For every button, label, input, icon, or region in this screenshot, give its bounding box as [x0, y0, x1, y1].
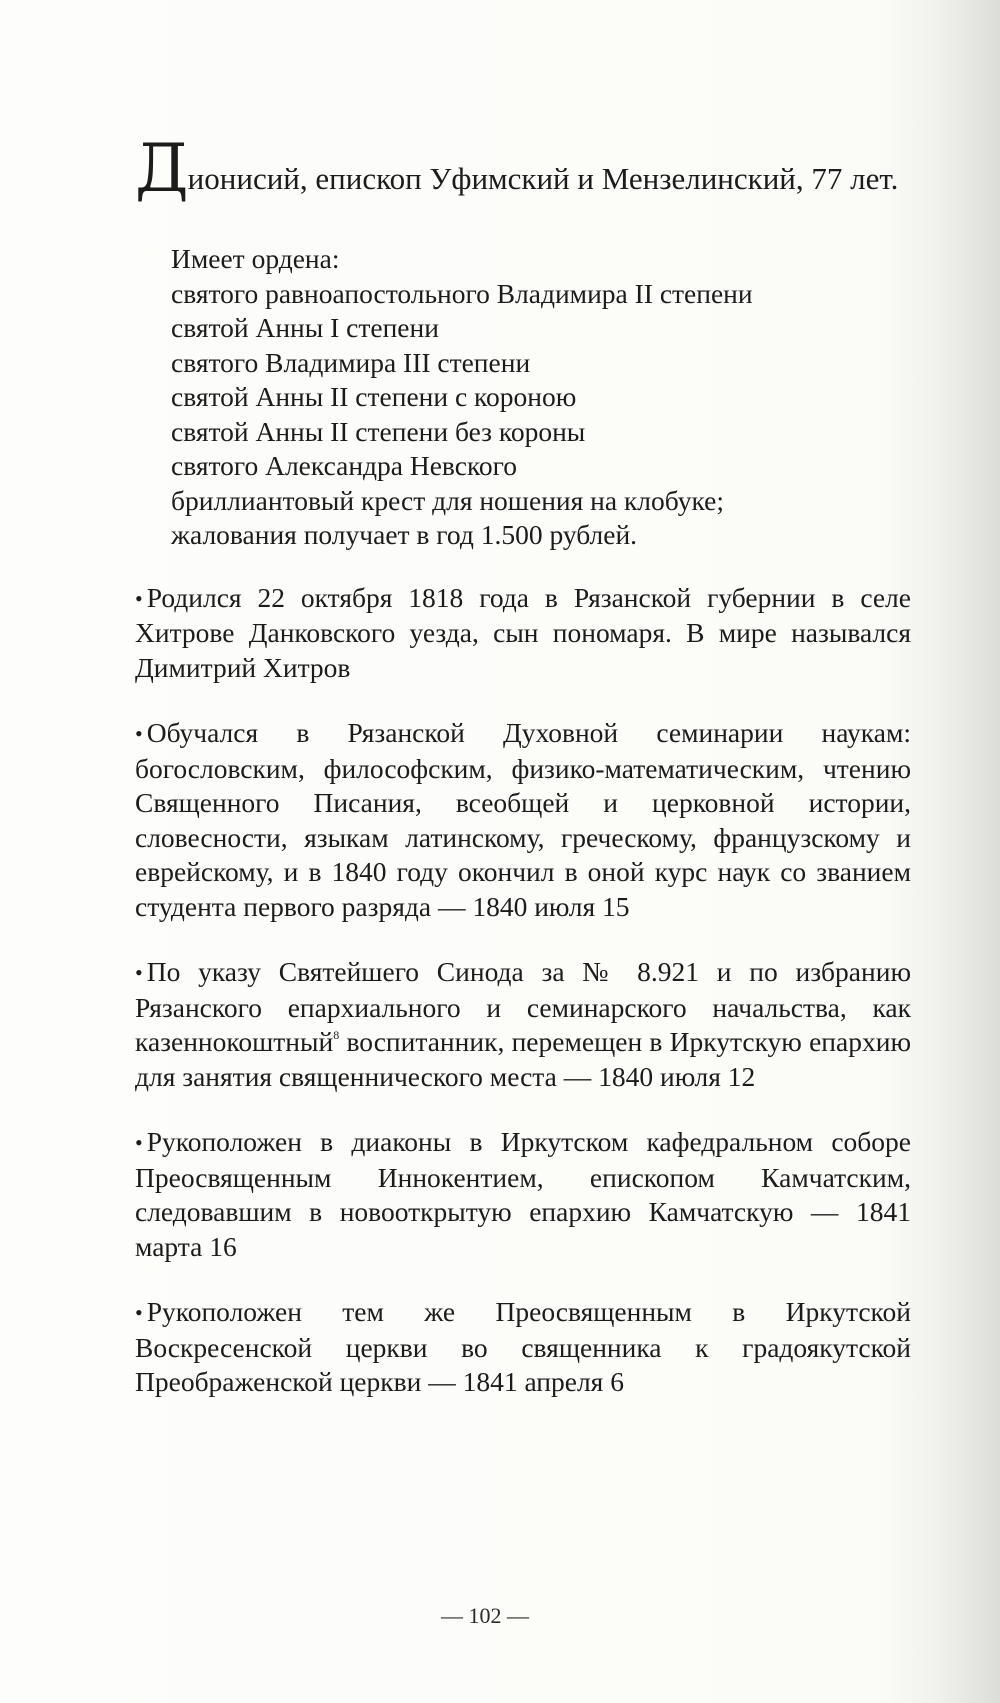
bullet-icon: • — [135, 1300, 143, 1325]
drop-cap: Д — [135, 130, 186, 207]
entry-text: воспитанник, перемещен в Иркутскую епархию для занятия священнического места — 1840 июля 12 — [135, 1026, 911, 1092]
page-number: — 102 — — [441, 1603, 529, 1628]
orders-line: бриллиантовый крест для ношения на клобуке; — [171, 484, 724, 516]
bullet-icon: • — [135, 1130, 143, 1155]
entry-text: Рукоположен тем же Преосвященным в Иркутской Воскресенской церкви во священника к градоякутской Преображенской церкви — 1841 апреля 6 — [135, 1296, 911, 1397]
biography-entries — [135, 581, 911, 1400]
footnote-marker: 8 — [333, 1028, 340, 1042]
orders-list — [171, 242, 911, 553]
biography-entry — [135, 716, 911, 924]
page-content — [135, 130, 911, 1431]
bullet-icon: • — [135, 960, 143, 985]
bullet-icon: • — [135, 721, 143, 746]
orders-line: святого Владимира III степени — [171, 346, 531, 378]
orders-line: святого равноапостольного Владимира II степени — [171, 277, 753, 309]
entry-text: Родился 22 октября 1818 года в Рязанской губернии в селе Хитрове Данковского уезда, сын пономаря. В мире назывался Димитрий Хитров — [135, 581, 911, 683]
entry-heading — [135, 130, 911, 210]
heading-text: ионисий, епископ Уфимский и Мензелинский, 77 лет. — [187, 161, 899, 196]
orders-line: святой Анны II степени без короны — [171, 415, 586, 447]
biography-entry — [135, 581, 911, 686]
bullet-icon: • — [135, 585, 143, 611]
entry-text: Рукоположен в диаконы в Иркутском кафедральном соборе Преосвященным Иннокентием, епископом Камчатским, следовавшим в новооткрытую епархию Камчатскую — 1841 марта 16 — [135, 1126, 911, 1262]
biography-entry — [135, 1295, 911, 1400]
biography-entry — [135, 1125, 911, 1264]
entry-text: По указу Святейшего Синода за № 8.921 и по избранию Рязанского епархиального и семинарского начальства, как казеннокоштный — [135, 956, 911, 1057]
entry-text: Обучался в Рязанской Духовной семинарии наукам: богословским, философским, физико-математическим, чтению Священного Писания, всеобщей и церковной истории, словесности, языкам латинскому, греческому, французскому и еврейскому, и в 1840 году окончил в оной курс наук со званием студента первого разряда — 1840 июля 15 — [135, 717, 911, 922]
orders-line: святого Александра Невского — [171, 450, 518, 481]
orders-line: жалования получает в год 1.500 рублей. — [171, 519, 638, 550]
biography-entry — [135, 955, 911, 1094]
orders-line: святой Анны II степени с короною — [171, 381, 577, 412]
orders-line: Имеет ордена: — [171, 243, 340, 274]
orders-line: святой Анны I степени — [171, 312, 439, 343]
